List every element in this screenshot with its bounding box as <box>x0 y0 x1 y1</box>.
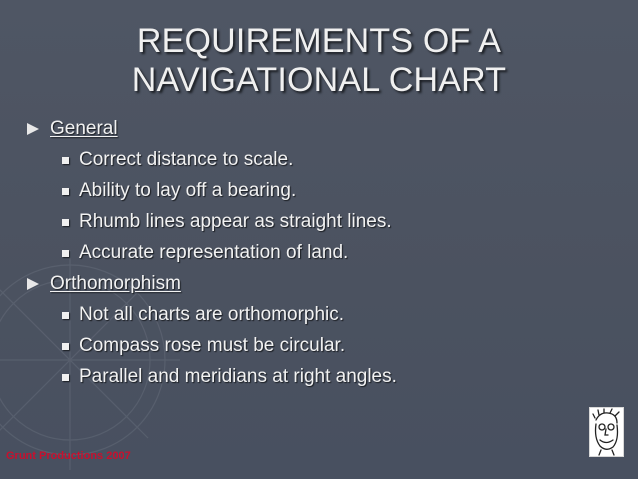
list-item-text: Correct distance to scale. <box>79 149 294 170</box>
square-bullet-icon <box>62 157 69 164</box>
list-item-text: Rhumb lines appear as straight lines. <box>79 211 392 232</box>
bullet-heading-orthomorphism <box>26 272 181 296</box>
square-bullet-icon <box>62 250 69 257</box>
cartoon-face-logo-icon <box>589 407 624 457</box>
square-bullet-icon <box>62 343 69 350</box>
bullet-heading-general <box>26 117 118 141</box>
square-bullet-icon <box>62 312 69 319</box>
list-item-text: Parallel and meridians at right angles. <box>79 366 397 387</box>
face-sketch-icon <box>590 408 623 456</box>
list-item <box>62 241 348 265</box>
square-bullet-icon <box>62 219 69 226</box>
slide-title <box>20 22 618 100</box>
triangle-bullet-icon <box>26 277 40 291</box>
square-bullet-icon <box>62 374 69 381</box>
list-item <box>62 334 345 358</box>
triangle-bullet-icon <box>26 122 40 136</box>
heading-link-orthomorphism[interactable]: Orthomorphism <box>50 273 181 294</box>
title-line-1: REQUIREMENTS OF A <box>136 22 502 60</box>
heading-link-general[interactable]: General <box>50 118 118 139</box>
list-item-text: Not all charts are orthomorphic. <box>79 304 345 325</box>
list-item <box>62 148 293 172</box>
list-item-text: Ability to lay off a bearing. <box>79 180 297 201</box>
list-item-text: Accurate representation of land. <box>79 242 349 263</box>
list-item <box>62 303 344 327</box>
title-line-2: NAVIGATIONAL CHART <box>131 61 507 99</box>
list-item-text: Compass rose must be circular. <box>79 335 346 356</box>
footer-credit: Grunt Productions 2007 <box>6 450 131 462</box>
list-item <box>62 179 296 203</box>
list-item <box>62 210 392 234</box>
list-item <box>62 365 397 389</box>
square-bullet-icon <box>62 188 69 195</box>
